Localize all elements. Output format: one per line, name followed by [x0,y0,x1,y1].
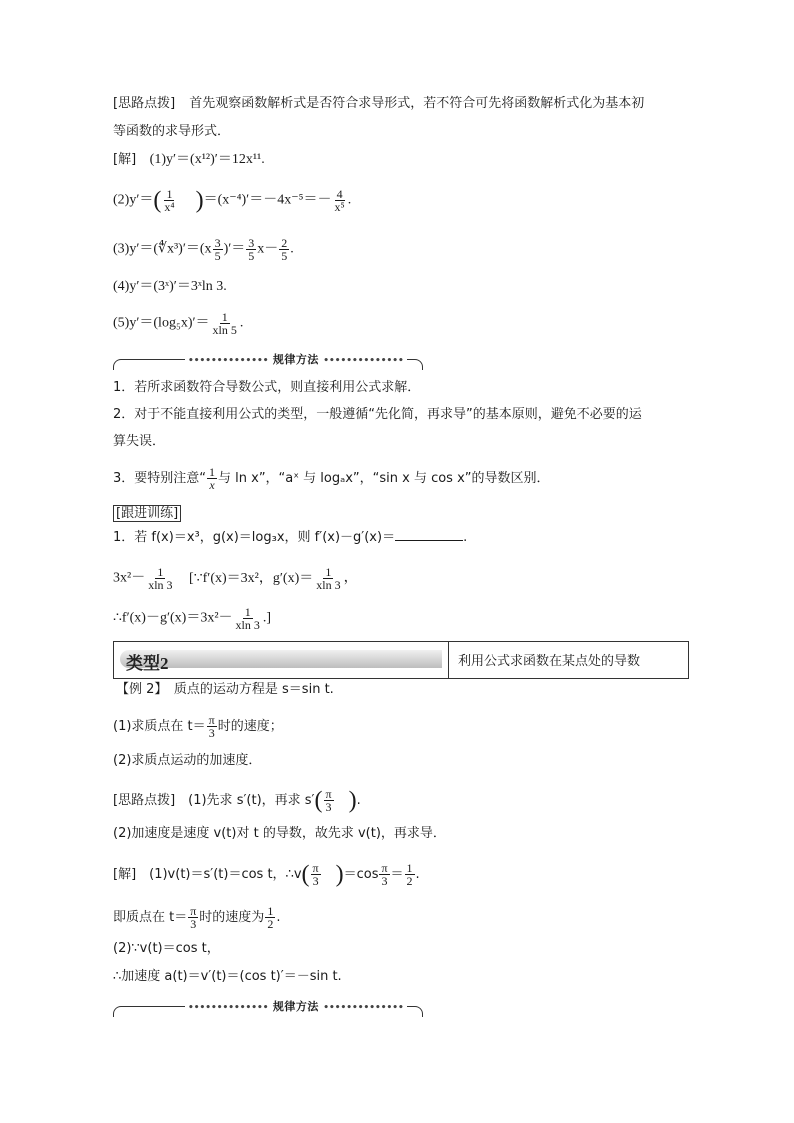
frac-den: xln 3 [148,578,173,592]
fraction [146,566,174,591]
hint-tag: [思路点拨] [113,96,176,111]
paren-left: ( [314,787,323,814]
frac-num: 1 [221,310,228,324]
follow-a1a: 3x²－ [113,570,146,586]
frac-den: 3 [190,917,197,931]
follow-a2 [113,606,271,631]
follow-title [113,505,181,523]
paren-right: ) [195,187,204,214]
v-c: . [276,910,281,925]
method-banner-2 [113,1000,423,1014]
example-2-hint2: (2)加速度是速度 v(t)对 t 的导数，故先求 v(t)，再求导． [113,826,446,841]
method-banner [113,353,423,367]
type-header-box [113,641,689,679]
frac-den: 5 [214,249,221,263]
follow-q1 [113,528,467,547]
frac-den: xln 5 [212,323,237,337]
frac-den: 5 [281,249,288,263]
frac-num: 1 [267,904,274,918]
follow-q1-end: . [463,530,468,545]
type-title: 利用公式求函数在某点处的导数 [458,654,641,669]
v-a: 即质点在 t＝ [113,910,188,925]
method-3a: 3．要特别注意“ [113,471,207,486]
method-3b: 与 ln x”，“aˣ 与 logₐx”，“sin x 与 cos x”的导数区别． [218,471,550,486]
sol-b: ＝cos [343,867,379,882]
frac-num: 1 [166,187,173,201]
follow-a2a: ∴f′(x)－g′(x)＝3x²－ [113,610,233,626]
fraction [405,862,415,887]
frac-num: 1 [209,465,216,479]
solution-line-4: (4)y′＝(3ˣ)′＝3ˣln 3. [113,279,227,294]
fraction [188,905,198,930]
frac-den: x [209,478,215,492]
solution-eq-2b: ＝(x⁻⁴)′＝－4x⁻⁵＝－ [203,192,332,208]
fraction [314,566,342,591]
v-b: 时的速度为 [199,910,265,925]
frac-num: π [208,713,215,727]
solution-eq-1: (1)y′＝(x¹²)′＝12x¹¹. [149,152,265,167]
follow-a2b: .] [262,610,272,626]
frac-den: xln 3 [235,618,260,632]
frac-den: x⁴ [164,200,175,214]
example-2-q1 [113,714,283,739]
frac-den: 2 [406,874,413,888]
frac-num: 3 [248,236,255,250]
frac-den: 3 [312,874,319,888]
q1a: (1)求质点在 t＝ [113,719,206,734]
frac-num: π [325,787,332,801]
sol-c: ＝ [390,867,404,882]
solution-line-3: (3)y′＝(∜x³)′＝(x $\frac{3}{5}$ )′＝ $\frac{3}{5}$ x－ $\frac{2}{5}$ . [113,236,294,263]
banner-label: •••••••••••••• 规律方法 •••••••••••••• [185,351,407,367]
frac-num: 1 [406,861,413,875]
fraction [311,862,321,887]
fraction [207,714,217,739]
frac-num: 3 [214,236,221,250]
fraction [162,188,176,213]
example-2-hint [113,788,361,813]
follow-a1c: ， [343,570,358,586]
hint-paragraph-line1 [113,95,644,113]
method-2-line2: 算失误． [113,434,166,449]
hint-paragraph-line2: 等函数的求导形式． [113,124,231,139]
paren-left: ( [153,187,162,214]
example-2-step3: ∴加速度 a(t)＝v′(t)＝(cos t)′＝－sin t. [113,969,342,984]
example-2-q2: (2)求质点运动的加速度． [113,753,262,768]
frac-den: x⁵ [334,200,345,214]
fraction [234,606,262,631]
frac-num: π [381,861,388,875]
hint-b: . [356,793,361,808]
method-3 [113,466,550,491]
answer-blank[interactable] [395,528,463,541]
sol-a: [解] (1)v(t)＝s′(t)＝cos t，∴v [113,867,302,882]
type-tag: 类型2 [126,654,169,673]
frac-den: 3 [325,800,332,814]
frac-num: 1 [244,605,251,619]
example-2-head: 【例 2】 质点的运动方程是 s＝sin t. [116,682,334,697]
paren-left: ( [301,861,310,888]
sol-d: . [415,867,420,882]
hint-text: 首先观察函数解析式是否符合求导形式，若不符合可先将函数解析式化为基本初 [189,96,645,111]
type-header-left [114,642,449,678]
solution-line-2: (2)y′＝( $\frac{1}{\text{x⁴}}$ )＝(x⁻⁴)′＝－4x⁻⁵＝－ $\frac{4}{\text{x⁵}}$ . [113,187,352,214]
example-2-velocity [113,905,280,930]
fraction [379,862,389,887]
follow-a1b: [∵f′(x)＝3x²，g′(x)＝ [189,570,314,586]
frac-num: 1 [157,565,164,579]
fraction [211,311,239,336]
frac-den: 2 [267,917,274,931]
method-2-line1: 2．对于不能直接利用公式的类型，一般遵循“先化简，再求导”的基本原则，避免不必要的运 [113,407,642,422]
fraction [207,466,217,491]
solution-eq-2a: (2)y′＝ [113,192,154,208]
frac-num: 1 [325,565,332,579]
example-2-step2: (2)∵v(t)＝cos t， [113,941,220,956]
q1b: 时的速度； [217,719,283,734]
fraction [279,237,289,262]
example-2-solution [113,862,420,887]
fraction [246,237,256,262]
frac-num: 4 [336,187,343,201]
banner-label: •••••••••••••• 规律方法 •••••••••••••• [185,998,407,1014]
solution-eq-3a: (3)y′＝(∜x³)′＝(x [113,241,212,257]
frac-num: π [312,861,319,875]
fraction [333,188,347,213]
frac-den: 3 [381,874,388,888]
fraction [324,788,334,813]
follow-a1 [113,566,358,591]
method-1: 1．若所求函数符合导数公式，则直接利用公式求解． [113,380,421,395]
follow-title-box: [跟进训练] [113,505,181,522]
frac-den: xln 3 [316,578,341,592]
frac-den: 5 [248,249,255,263]
fraction [265,905,275,930]
frac-num: π [190,904,197,918]
follow-q1-text: 1．若 f(x)＝x³，g(x)＝log₃x，则 f′(x)－g′(x)＝ [113,530,396,545]
hint-a: [思路点拨] (1)先求 s′(t)，再求 s′ [113,793,315,808]
fraction [213,237,223,262]
solution-eq-3c: x－ [257,241,279,257]
solution-line-5: (5)y′＝(log₅x)′＝ $\frac{1}{xln 5}$ . [113,310,244,337]
solution-tag: [解] [113,152,137,167]
solution-line-1 [113,151,265,169]
frac-den: 3 [208,726,215,740]
solution-eq-3b: )′＝ [223,241,246,257]
paren-right: ) [348,787,357,814]
paren-right: ) [335,861,344,888]
solution-eq-5a: (5)y′＝(log₅x)′＝ [113,315,210,331]
frac-num: 2 [281,236,288,250]
